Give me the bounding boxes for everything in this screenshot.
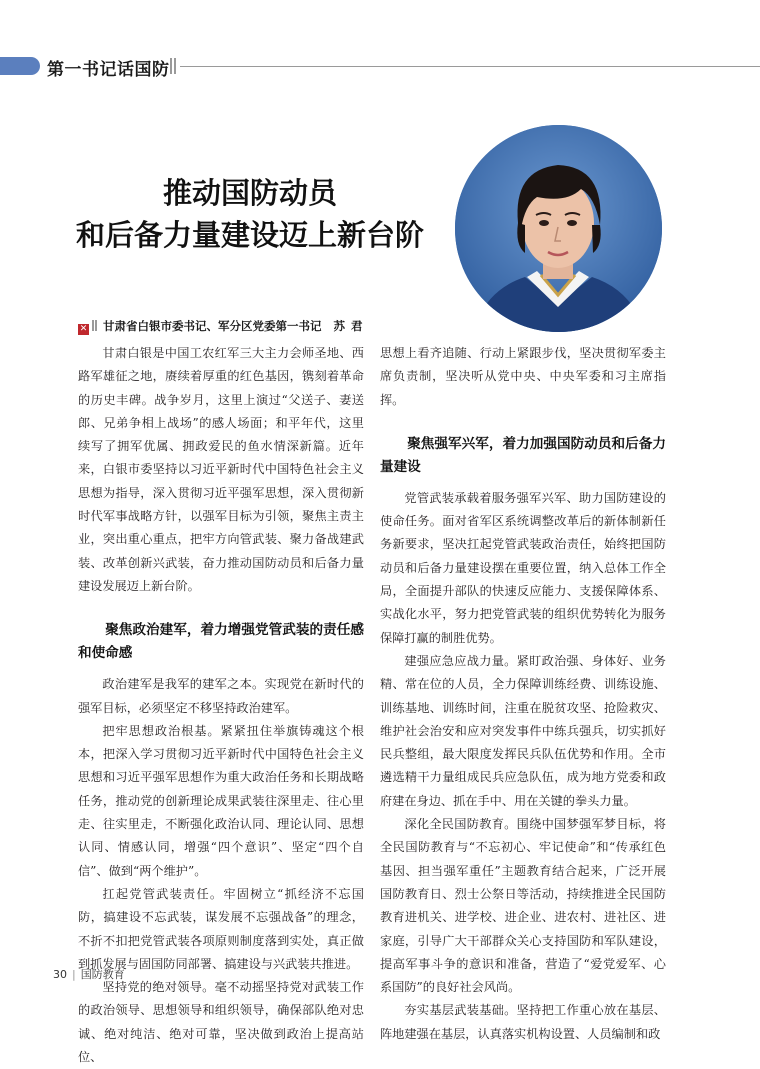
footer-separator: | [72,968,76,981]
article-title-line-1: 推动国防动员 [162,176,337,210]
article-title [60,172,440,256]
section-heading: 聚焦政治建军，着力增强党管武装的责任感和使命感 [78,622,364,662]
paragraph: 思想上看齐追随、行动上紧跟步伐，坚决贯彻军委主席负责制，坚决听从党中央、中央军委和习主席指挥。 [380,346,666,407]
section-title: 第一书记话国防 [47,60,170,80]
page-number: 30 [53,968,67,981]
article-title-line-2: 和后备力量建设迈上新台阶 [75,218,424,252]
author-role: 甘肃省白银市委书记、军分区党委第一书记 [103,319,322,333]
author-portrait [455,125,662,332]
left-column [78,342,364,1069]
author-divider-bars [92,320,97,331]
paragraph: 深化全民国防教育。围绕中国梦强军梦目标，将全民国防教育与“不忘初心、牢记使命”和“传承红色基因、担当强军重任”主题教育结合起来，广泛开展国防教育日、烈士公祭日等活动，持续推进全民国防教育进机关、进学校、进企业、进农村、进社区、进家庭，引导广大干部群众关心支持国防和军队建设，提高军事斗争的意识和准备，营造了“爱党爱军、心系国防”的良好社会风尚。 [380,817,666,995]
section-divider-bars [170,58,176,74]
paragraph: 坚持党的绝对领导。毫不动摇坚持党对武装工作的政治领导、思想领导和组织领导，确保部队绝对忠诚、绝对纯洁、绝对可靠，坚决做到政治上提高站位、 [78,980,364,1065]
paragraph: 夯实基层武装基础。坚持把工作重心放在基层、阵地建强在基层，认真落实机构设置、人员编制和政 [380,1003,666,1041]
paragraph: 把牢思想政治根基。紧紧扭住举旗铸魂这个根本，把深入学习贯彻习近平新时代中国特色社会主义思想和习近平强军思想作为重大政治任务和长期战略任务，推动党的创新理论成果武装往深里走、往心里走、往实里走，不断强化政治认同、理论认同、思想认同、情感认同，增强“四个意识”、坚定“四个自信”、做到“两个维护”。 [78,723,364,878]
section-header-pill [0,57,40,75]
author-mark-icon: ✕ [79,324,88,334]
author-name: 苏君 [333,319,369,333]
paragraph: 党管武装承载着服务强军兴军、助力国防建设的使命任务。面对省军区系统调整改革后的新体制新任务新要求，坚决扛起党管武装政治责任，始终把国防动员和后备力量建设摆在重要位置，纳入总体工作全局，全面提升部队的快速反应能力、支援保障体系、实战化水平，努力把党管武装的组织优势转化为服务保障打赢的制胜优势。 [380,490,666,645]
author-byline [78,318,369,335]
section-header-rule [180,66,760,67]
paragraph: 扛起党管武装责任。牢固树立“抓经济不忘国防，搞建设不忘武装，谋发展不忘强战备”的理念，不折不扣把党管武装各项原则制度落到实处，真正做到抓发展与固国防同部署、搞建设与兴武装共推进。 [78,886,364,971]
page-footer [53,966,125,982]
paragraph: 甘肃白银是中国工农红军三大主力会师圣地、西路军雄征之地，赓续着厚重的红色基因，镌刻着革命的历史丰碑。战争岁月，这里上演过“父送子、妻送郎、兄弟争相上战场”的感人场面；和平年代，这里续写了拥军优属、拥政爱民的鱼水情深新篇。近年来，白银市委坚持以习近平新时代中国特色社会主义思想为指导，深入贯彻习近平强军思想，深入贯彻新时代军事战略方针，以强军目标为引领，聚焦主责主业，突出重心重点，把牢方向管武装、聚力备战建武装、改革创新兴武装，奋力推动国防动员和后备力量建设发展迈上新台阶。 [78,346,364,593]
section-heading: 聚焦强军兴军，着力加强国防动员和后备力量建设 [380,435,666,475]
portrait-illustration [455,125,662,332]
paragraph: 建强应急应战力量。紧盯政治强、身体好、业务精、常在位的人员，全力保障训练经费、训练设施、训练基地、训练时间，注重在脱贫攻坚、抢险救灾、维护社会治安和应对突发事件中练兵强兵，切实抓好民兵整组，最大限度发挥民兵队伍优势和作用。全市遴选精干力量组成民兵应急队伍，成为地方党委和政府建在身边、抓在手中、用在关键的拳头力量。 [380,653,666,808]
paragraph: 政治建军是我军的建军之本。实现党在新时代的强军目标，必须坚定不移坚持政治建军。 [78,677,364,715]
magazine-name: 国防教育 [80,968,125,981]
right-column [380,342,666,1046]
